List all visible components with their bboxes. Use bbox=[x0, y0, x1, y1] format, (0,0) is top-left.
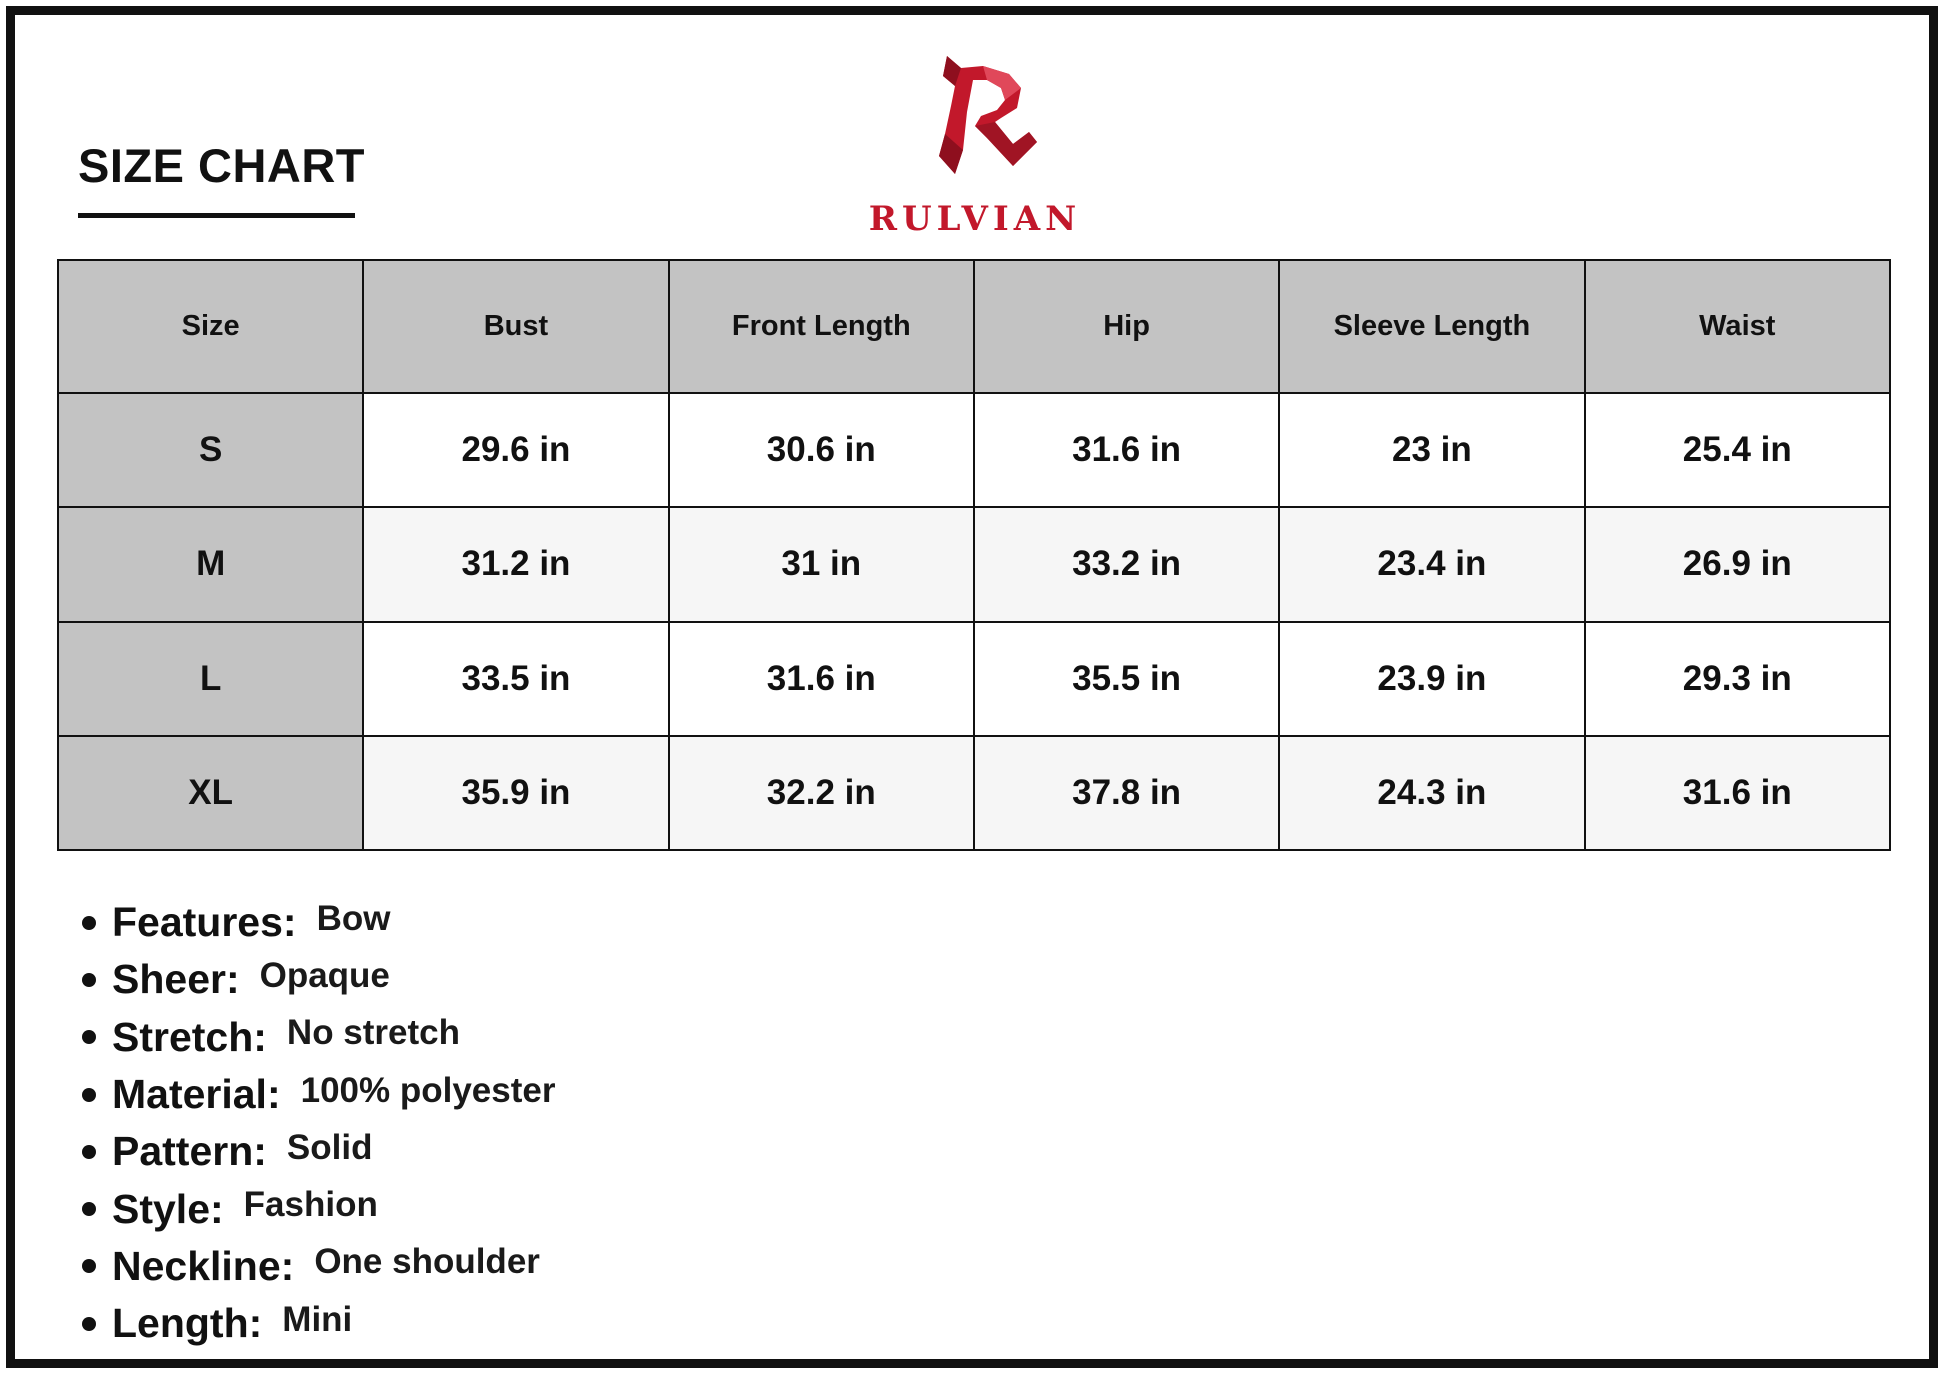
table-row bbox=[58, 393, 1890, 507]
bullet-icon bbox=[82, 1259, 96, 1273]
table-cell: 23.4 in bbox=[1279, 507, 1584, 621]
bullet-icon bbox=[82, 1317, 96, 1331]
bullet-icon bbox=[82, 1202, 96, 1216]
table-row bbox=[58, 736, 1890, 850]
spec-value: Fashion bbox=[243, 1185, 378, 1225]
table-cell: 26.9 in bbox=[1585, 507, 1890, 621]
table-cell: 33.2 in bbox=[974, 507, 1279, 621]
table-cell: 31.6 in bbox=[1585, 736, 1890, 850]
spec-label: Style: bbox=[112, 1185, 224, 1232]
table-cell: 25.4 in bbox=[1585, 393, 1890, 507]
list-item bbox=[82, 1180, 555, 1237]
spec-label: Stretch: bbox=[112, 1013, 267, 1060]
table-row bbox=[58, 507, 1890, 621]
page-title: SIZE CHART bbox=[78, 139, 365, 192]
spec-label: Pattern: bbox=[112, 1128, 267, 1175]
spec-value: 100% polyester bbox=[300, 1070, 556, 1110]
list-item bbox=[82, 1238, 555, 1295]
spec-label: Material: bbox=[112, 1071, 281, 1118]
size-chart-table bbox=[57, 259, 1891, 851]
spec-value: Solid bbox=[286, 1127, 373, 1167]
spec-label: Neckline: bbox=[112, 1242, 295, 1289]
brand-name: RULVIAN bbox=[868, 199, 1082, 239]
table-cell: 35.9 in bbox=[363, 736, 668, 850]
title-underline bbox=[78, 213, 355, 218]
table-cell: 31.6 in bbox=[669, 622, 974, 736]
list-item bbox=[82, 1009, 555, 1066]
column-header: Size bbox=[58, 260, 363, 393]
table-cell: 23.9 in bbox=[1279, 622, 1584, 736]
column-header: Waist bbox=[1585, 260, 1890, 393]
list-item bbox=[82, 1295, 555, 1352]
spec-value: Bow bbox=[316, 898, 391, 938]
table-cell: 35.5 in bbox=[974, 622, 1279, 736]
table-cell: 31.6 in bbox=[974, 393, 1279, 507]
bullet-icon bbox=[82, 1145, 96, 1159]
list-item bbox=[82, 951, 555, 1008]
table-cell: 32.2 in bbox=[669, 736, 974, 850]
brand-logo bbox=[862, 56, 1088, 239]
spec-value: No stretch bbox=[286, 1013, 461, 1053]
size-cell: XL bbox=[58, 736, 363, 850]
table-cell: 29.3 in bbox=[1585, 622, 1890, 736]
list-item bbox=[82, 894, 555, 951]
table-header-row bbox=[58, 260, 1890, 393]
bullet-icon bbox=[82, 973, 96, 987]
size-cell: L bbox=[58, 622, 363, 736]
spec-value: One shoulder bbox=[314, 1242, 540, 1282]
table-cell: 24.3 in bbox=[1279, 736, 1584, 850]
table-cell: 37.8 in bbox=[974, 736, 1279, 850]
spec-label: Sheer: bbox=[112, 956, 240, 1003]
column-header: Front Length bbox=[669, 260, 974, 393]
bullet-icon bbox=[82, 1030, 96, 1044]
product-specs-list bbox=[82, 894, 555, 1352]
table-cell: 33.5 in bbox=[363, 622, 668, 736]
r-monogram-logo-icon bbox=[917, 56, 1037, 188]
column-header: Sleeve Length bbox=[1279, 260, 1584, 393]
spec-value: Mini bbox=[282, 1299, 353, 1339]
table-cell: 31 in bbox=[669, 507, 974, 621]
spec-value: Opaque bbox=[259, 955, 390, 995]
size-cell: M bbox=[58, 507, 363, 621]
column-header: Bust bbox=[363, 260, 668, 393]
list-item bbox=[82, 1123, 555, 1180]
bullet-icon bbox=[82, 1088, 96, 1102]
table-cell: 30.6 in bbox=[669, 393, 974, 507]
table-cell: 23 in bbox=[1279, 393, 1584, 507]
spec-label: Features: bbox=[112, 899, 297, 946]
bullet-icon bbox=[82, 916, 96, 930]
table-row bbox=[58, 622, 1890, 736]
spec-label: Length: bbox=[112, 1300, 263, 1347]
table-cell: 31.2 in bbox=[363, 507, 668, 621]
table-cell: 29.6 in bbox=[363, 393, 668, 507]
column-header: Hip bbox=[974, 260, 1279, 393]
list-item bbox=[82, 1066, 555, 1123]
size-cell: S bbox=[58, 393, 363, 507]
